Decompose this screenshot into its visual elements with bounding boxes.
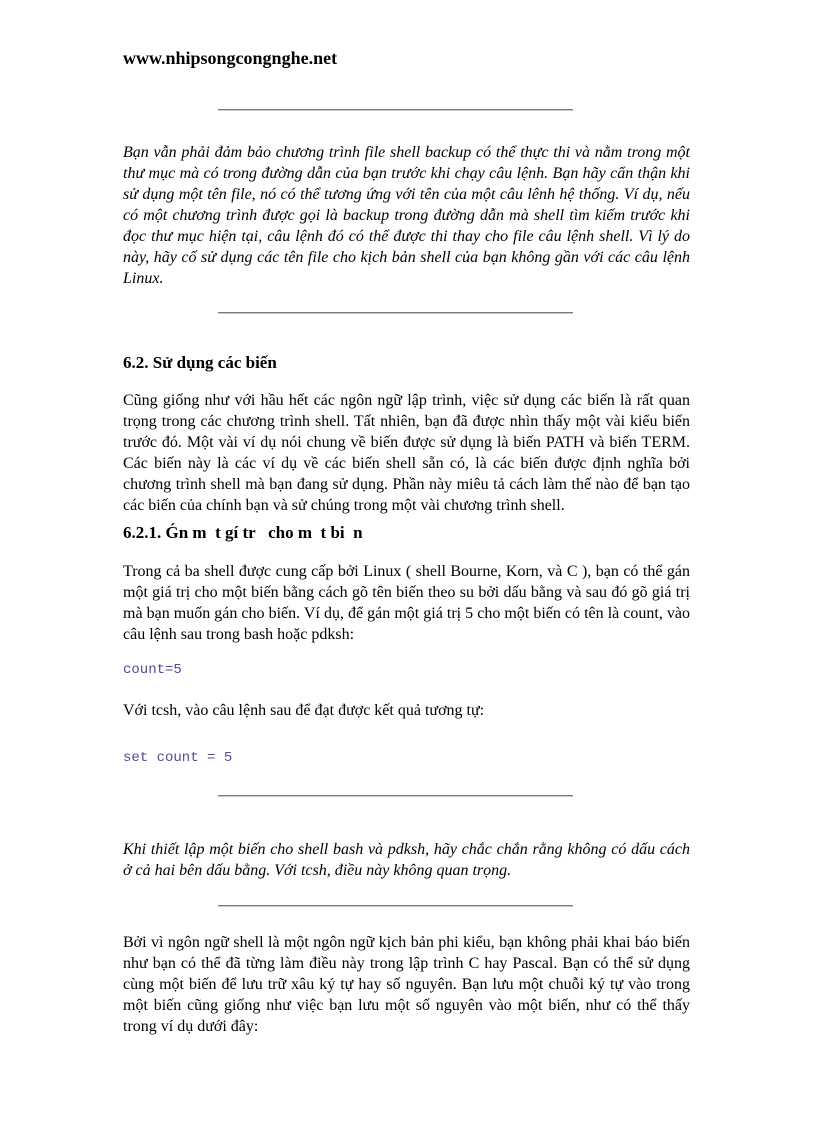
horizontal-rule: [218, 109, 573, 111]
horizontal-rule: [218, 795, 573, 797]
body-paragraph-variables-intro: Cũng giống như với hầu hết các ngôn ngữ lập trình, việc sử dụng các biến là rất quan trọng trong các chương trình shell. Tất nhiên, bạn đã được nhìn thấy một vài kiểu biến trước đó. Một vài ví dụ nói chung về biến được sử dụng là biến PATH và biến TERM. Các biến này là các ví dụ về các biến shell sẵn có, là các biến được định nghĩa bởi chương trình shell mà bạn đang sử dụng. Phần này miêu tả cách làm thế nào để bạn tạo các biến của chính bạn và sử chúng trong một vài chương trình shell.: [123, 392, 690, 514]
note-paragraph-backup: Bạn vẫn phải đảm bảo chương trình file shell backup có thể thực thi và nằm trong một thư mục mà có trong đường dẫn của bạn trước khi chạy câu lệnh. Bạn hãy cẩn thận khi sử dụng một tên file, nó có thể tương ứng với tên của một câu lênh hệ thống. Ví dụ, nếu có một chương trình được gọi là backup trong đường dẫn mà shell tìm kiếm trước khi đọc thư mục hiện tại, câu lệnh đó có thể được thi thay cho file câu lệnh shell. Vì lý do này, hãy cố sử dụng các tên file cho kịch bản shell của bạn không gần với các câu lệnh Linux.: [123, 144, 690, 287]
subsection-heading: 6.2.1. Ǵn m t gí tr cho m t bi n: [123, 523, 363, 542]
code-line-set-count: set count = 5: [123, 750, 233, 766]
body-paragraph-assign-value: Trong cả ba shell được cung cấp bởi Linux ( shell Bourne, Korn, và C ), bạn có thể gán một giá trị cho một biến bằng cách gõ tên biến theo su bởi dấu bằng và sau đó gõ giá trị mà bạn muốn gán cho biến. Ví dụ, để gán một giá trị 5 cho một biến có tên là count, vào câu lệnh sau trong bash hoặc pdksh:: [123, 563, 690, 643]
section-heading: 6.2. Sử dụng các biến: [123, 353, 277, 372]
horizontal-rule: [218, 312, 573, 314]
body-paragraph-tcsh: Với tcsh, vào câu lệnh sau để đạt được kết quả tương tự:: [123, 702, 485, 719]
horizontal-rule: [218, 905, 573, 907]
code-line-count: count=5: [123, 662, 182, 678]
body-paragraph-typeless: Bởi vì ngôn ngữ shell là một ngôn ngữ kịch bản phi kiểu, bạn không phải khai báo biến như bạn có thể đã từng làm điều này trong lập trình C hay Pascal. Bạn có thể sử dụng cùng một biến để lưu trữ xâu ký tự hay số nguyên. Bạn lưu một chuỗi ký tự vào trong một biến cũng giống như việc bạn lưu một số nguyên vào một biến, như có thể thấy trong ví dụ dưới đây:: [123, 934, 690, 1035]
page-header: www.nhipsongcongnghe.net: [123, 48, 338, 68]
note-paragraph-equals-sign: Khi thiết lập một biến cho shell bash và pdksh, hãy chắc chắn rằng không có dấu cách ở cả hai bên dấu bằng. Với tcsh, điều này không quan trọng.: [123, 841, 690, 879]
